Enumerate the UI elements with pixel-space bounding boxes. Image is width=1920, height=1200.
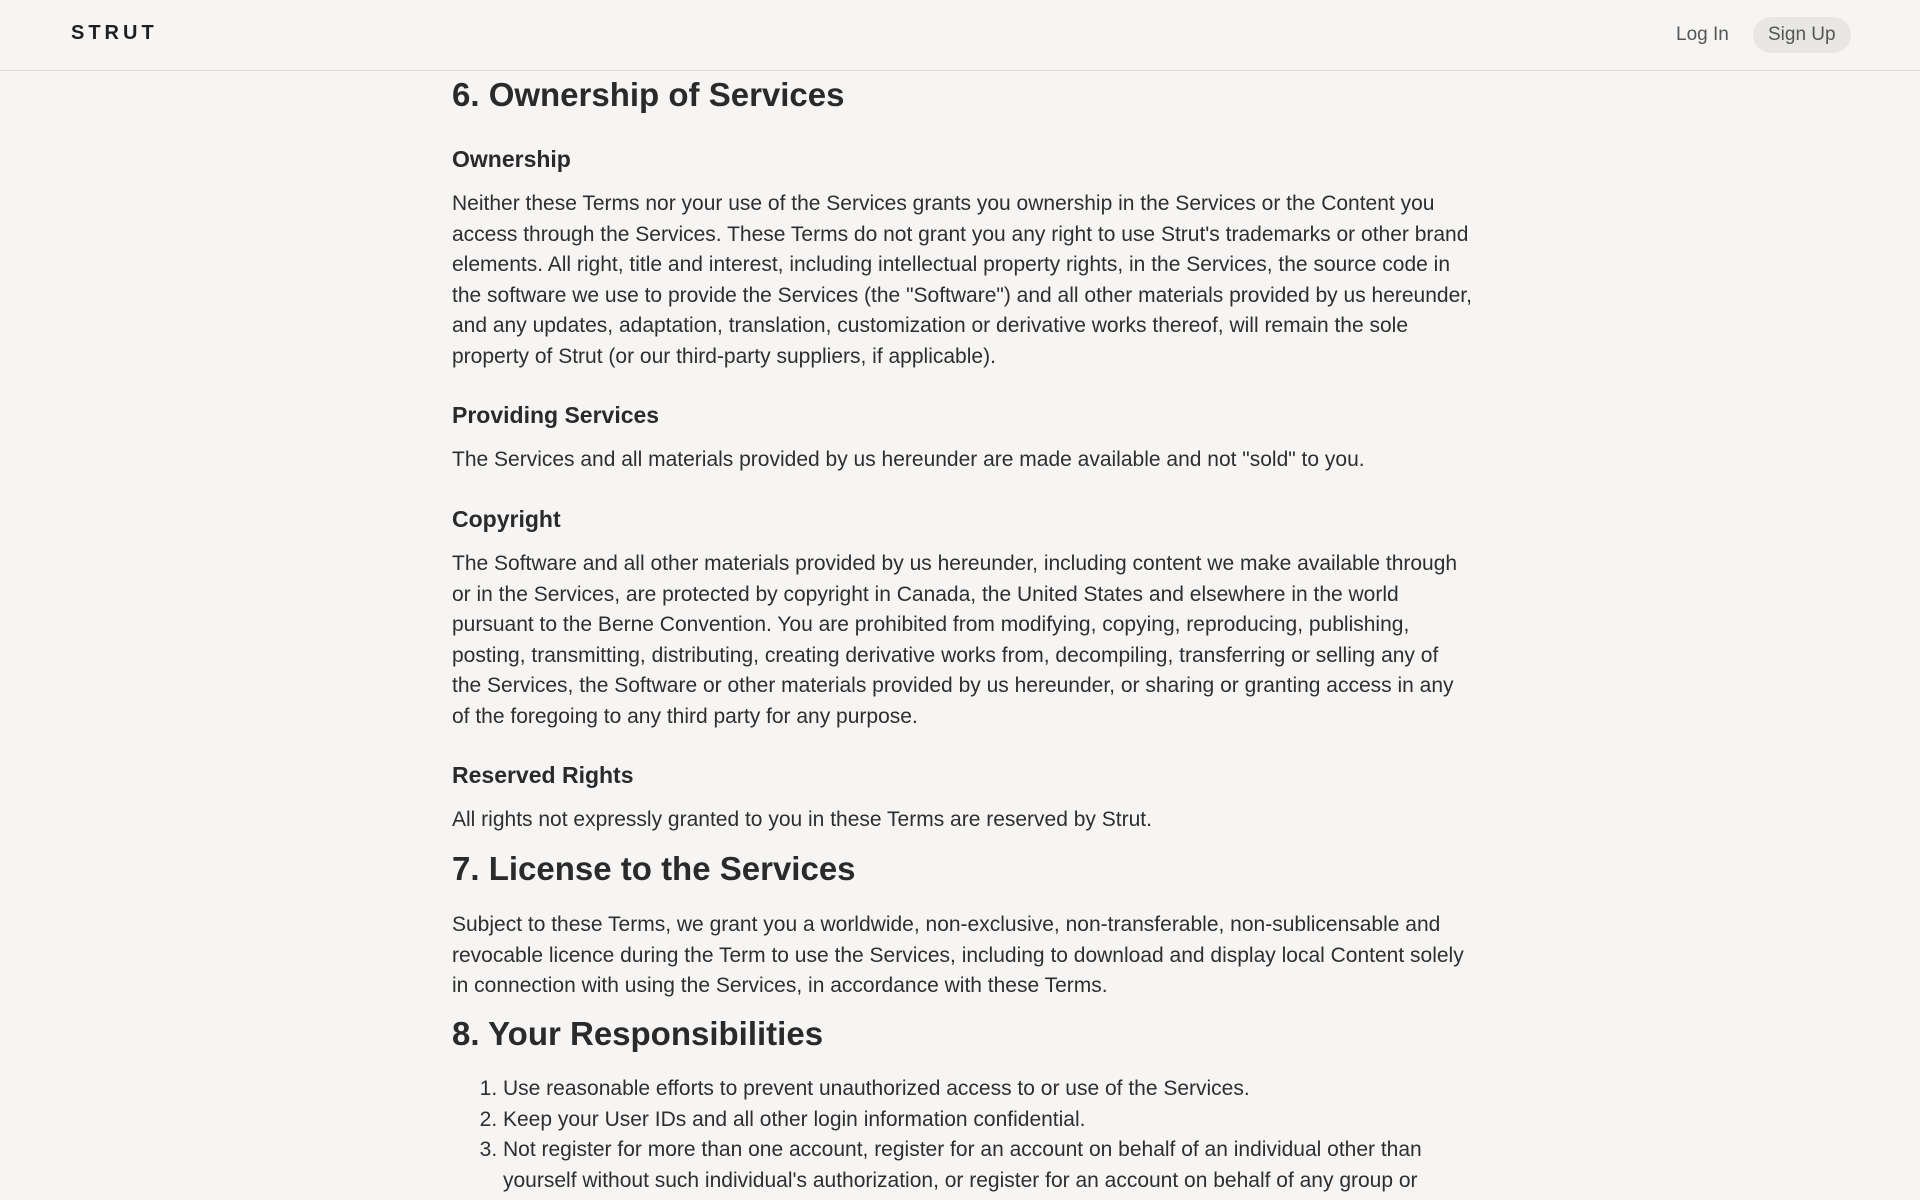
responsibilities-list	[452, 1074, 1472, 1196]
list-item: 3. Not register for more than one account, register for an account on behalf of an individual other than yourself without such individual's authorization, or register for an account on behalf of any group or	[503, 1135, 1472, 1196]
log-in-link[interactable]: Log In	[1676, 24, 1729, 45]
section-7-title: 7. License to the Services	[452, 850, 856, 887]
license-paragraph: Subject to these Terms, we grant you a worldwide, non-exclusive, non-transferable, non-sublicensable and revocable licence during the Term to use the Services, including to download and display local Content solely in connection with using the Services, in accordance with these Terms.	[452, 913, 1464, 997]
ownership-paragraph: Neither these Terms nor your use of the Services grants you ownership in the Services or the Content you access through the Services. These Terms do not grant you any right to use Strut's trademarks or other brand elements. All right, title and interest, including intellectual property rights, in the Services, the source code in the software we use to provide the Services (the "Software") and all other materials provided by us hereunder, and any updates, adaptation, translation, customization or derivative works thereof, will remain the sole property of Strut (or our third-party suppliers, if applicable).	[452, 192, 1472, 368]
providing-services-heading: Providing Services	[452, 402, 660, 428]
copyright-heading: Copyright	[452, 506, 561, 532]
top-navigation-bar	[0, 0, 1920, 71]
reserved-rights-heading: Reserved Rights	[452, 762, 634, 788]
list-item: 1. Use reasonable efforts to prevent unauthorized access to or use of the Services.	[503, 1074, 1472, 1105]
providing-services-paragraph: The Services and all materials provided by us hereunder are made available and not "sold" to you.	[452, 448, 1365, 471]
sign-up-button[interactable]: Sign Up	[1753, 17, 1851, 53]
list-item: 2. Keep your User IDs and all other login information confidential.	[503, 1105, 1472, 1136]
ownership-heading: Ownership	[452, 146, 571, 172]
copyright-paragraph: The Software and all other materials provided by us hereunder, including content we make available through or in the Services, are protected by copyright in Canada, the United States and elsewhere in the world pursuant to the Berne Convention. You are prohibited from modifying, copying, reproducing, publishing, posting, transmitting, distributing, creating derivative works from, decompiling, transferring or selling any of the Services, the Software or other materials provided by us hereunder, or sharing or granting access in any of the foregoing to any third party for any purpose.	[452, 552, 1458, 728]
section-6-title: 6. Ownership of Services	[452, 76, 845, 113]
section-8-title: 8. Your Responsibilities	[452, 1015, 824, 1052]
reserved-rights-paragraph: All rights not expressly granted to you in these Terms are reserved by Strut.	[452, 808, 1152, 831]
strut-logo[interactable]: STRUT	[71, 22, 158, 44]
